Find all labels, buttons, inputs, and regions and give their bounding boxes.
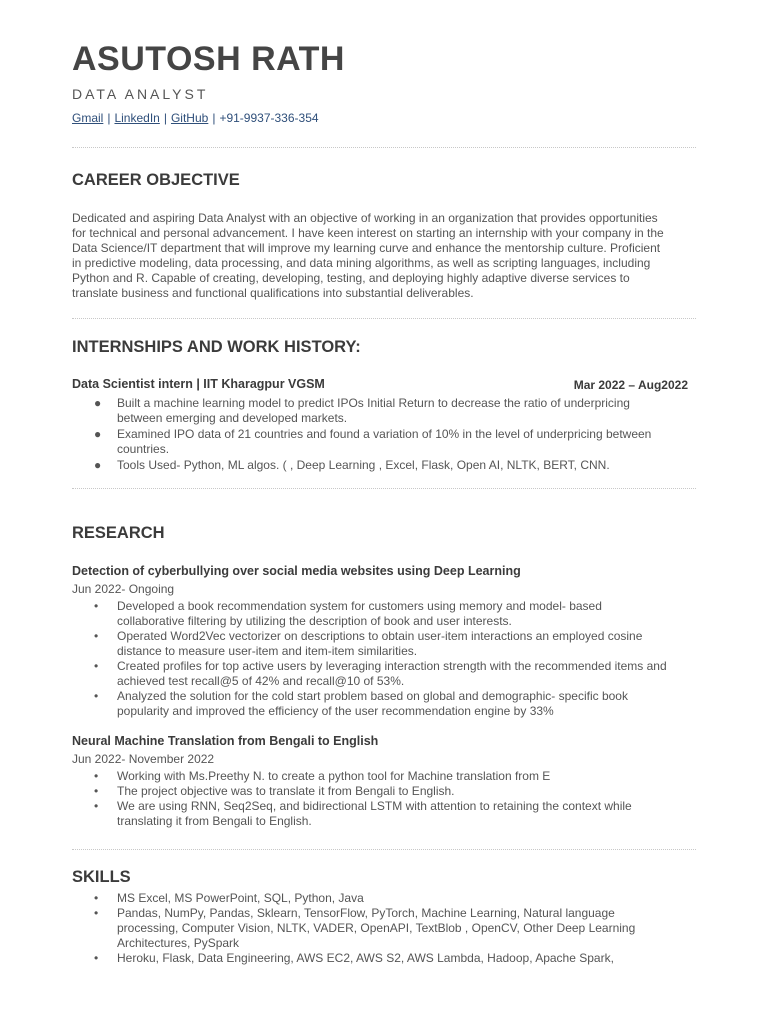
project-date: Jun 2022- Ongoing xyxy=(72,582,175,596)
bullet-dot: • xyxy=(94,659,99,673)
bullet-line: Operated Word2Vec vectorizer on descriptions to obtain user-item interactions an employed cosine xyxy=(117,629,643,643)
list-item xyxy=(72,906,696,951)
bullet-dot: • xyxy=(94,769,99,783)
bullet-line: We are using RNN, Seq2Seq, and bidirectional LSTM with attention to retaining the context while xyxy=(117,799,632,813)
list-item xyxy=(72,659,696,689)
bullet-line: Heroku, Flask, Data Engineering, AWS EC2, AWS S2, AWS Lambda, Hadoop, Apache Spark, xyxy=(117,951,614,965)
list-item xyxy=(72,396,696,426)
list-item xyxy=(72,769,696,784)
contact-separator: | xyxy=(163,111,167,125)
work-heading: INTERNSHIPS AND WORK HISTORY: xyxy=(72,338,361,356)
bullet-line: Tools Used- Python, ML algos. ( , Deep Learning , Excel, Flask, Open AI, NLTK, BERT, CNN. xyxy=(117,458,610,472)
project-bullets xyxy=(72,769,696,829)
list-item xyxy=(72,458,696,473)
section-divider xyxy=(72,147,696,148)
job-title: Data Scientist intern | IIT Kharagpur VGSM xyxy=(72,377,325,391)
bullet-dot: • xyxy=(94,689,99,703)
bullet-dot: • xyxy=(94,799,99,813)
bullet-line: achieved test recall@5 of 42% and recall@10 of 53%. xyxy=(117,674,405,688)
list-item xyxy=(72,427,696,457)
project-title: Detection of cyberbullying over social media websites using Deep Learning xyxy=(72,564,521,578)
objective-line: for technical and personal advancement. I have keen interest on starting an internship with your company in the xyxy=(72,226,664,240)
bullet-line: Developed a book recommendation system for customers using memory and model- based xyxy=(117,599,602,613)
bullet-dot: ● xyxy=(94,427,102,441)
bullet-dot: • xyxy=(94,891,99,905)
skills-bullets xyxy=(72,891,696,966)
bullet-dot: • xyxy=(94,599,99,613)
objective-text xyxy=(72,211,692,301)
bullet-line: Analyzed the solution for the cold start problem based on global and demographic- specific book xyxy=(117,689,628,703)
bullet-line: Examined IPO data of 21 countries and found a variation of 10% in the level of underpricing between xyxy=(117,427,652,441)
bullet-dot: • xyxy=(94,784,99,798)
linkedin-link[interactable]: LinkedIn xyxy=(114,111,160,125)
phone-number: +91-9937-336-354 xyxy=(219,111,319,125)
contact-links xyxy=(72,111,319,125)
objective-line: Dedicated and aspiring Data Analyst with an objective of working in an organization that provides opportunities xyxy=(72,211,658,225)
bullet-dot: ● xyxy=(94,396,102,410)
bullet-line: MS Excel, MS PowerPoint, SQL, Python, Java xyxy=(117,891,364,905)
project-bullets xyxy=(72,599,696,719)
bullet-line: Created profiles for top active users by leveraging interaction strength with the recommended items and xyxy=(117,659,667,673)
list-item xyxy=(72,629,696,659)
project-title: Neural Machine Translation from Bengali to English xyxy=(72,734,379,748)
bullet-line: Working with Ms.Preethy N. to create a python tool for Machine translation from E xyxy=(117,769,551,783)
bullet-dot: • xyxy=(94,951,99,965)
bullet-line: Built a machine learning model to predict IPOs Initial Return to decrease the ratio of underpricing xyxy=(117,396,630,410)
bullet-line: processing, Computer Vision, NLTK, VADER, OpenAPI, TextBlob , OpenCV, Other Deep Learning xyxy=(117,921,636,935)
section-divider xyxy=(72,318,696,319)
list-item xyxy=(72,891,696,906)
list-item xyxy=(72,784,696,799)
github-link[interactable]: GitHub xyxy=(170,111,209,125)
bullet-line: translating it from Bengali to English. xyxy=(117,814,312,828)
bullet-line: between emerging and developed markets. xyxy=(117,411,348,425)
objective-line: Python and R. Capable of creating, developing, testing, and deploying highly adaptive diverse services to xyxy=(72,271,630,285)
objective-line: in predictive modeling, data processing, and data mining algorithms, as well as scripting languages, including xyxy=(72,256,651,270)
candidate-role: DATA ANALYST xyxy=(72,86,209,102)
work-bullets xyxy=(72,396,696,473)
gmail-link[interactable]: Gmail xyxy=(72,111,104,125)
list-item xyxy=(72,689,696,719)
bullet-dot: • xyxy=(94,629,99,643)
bullet-line: collaborative filtering by utilizing the description of book and user interests. xyxy=(117,614,512,628)
bullet-line: countries. xyxy=(117,442,170,456)
candidate-name: ASUTOSH RATH xyxy=(72,40,345,78)
contact-separator: | xyxy=(212,111,216,125)
objective-line: Data Science/IT department that will improve my learning curve and enhance the mentorship culture. Proficient xyxy=(72,241,661,255)
list-item xyxy=(72,951,696,966)
job-date: Mar 2022 – Aug2022 xyxy=(573,378,688,392)
skills-heading: SKILLS xyxy=(72,868,131,886)
bullet-line: The project objective was to translate it from Bengali to English. xyxy=(117,784,455,798)
research-heading: RESEARCH xyxy=(72,524,165,542)
section-divider xyxy=(72,849,696,850)
bullet-dot: • xyxy=(94,906,99,920)
list-item xyxy=(72,799,696,829)
bullet-line: popularity and improved the efficiency of the user recommendation engine by 33% xyxy=(117,704,554,718)
section-divider xyxy=(72,488,696,489)
bullet-line: Pandas, NumPy, Pandas, Sklearn, TensorFlow, PyTorch, Machine Learning, Natural language xyxy=(117,906,615,920)
contact-separator: | xyxy=(107,111,111,125)
objective-line: translate business and functional qualifications into substantial deliverables. xyxy=(72,286,474,300)
objective-heading: CAREER OBJECTIVE xyxy=(72,171,240,189)
project-date: Jun 2022- November 2022 xyxy=(72,752,215,766)
bullet-line: distance to measure user-item and item-item similarities. xyxy=(117,644,418,658)
bullet-dot: ● xyxy=(94,458,102,472)
list-item xyxy=(72,599,696,629)
bullet-line: Architectures, PySpark xyxy=(117,936,240,950)
